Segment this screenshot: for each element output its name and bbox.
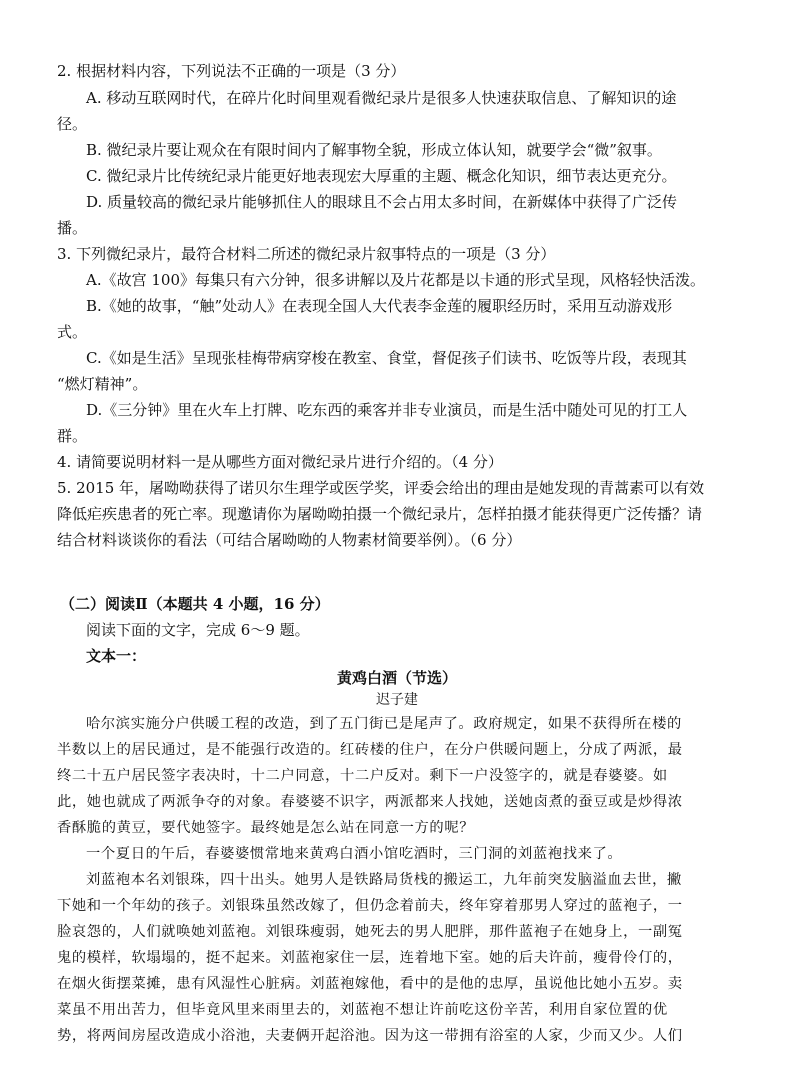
story-paragraph-line: 在烟火街摆菜摊，患有风湿性心脏病。刘蓝袍嫁他，看中的是他的忠厚，虽说他比她小五岁。卖 <box>57 976 683 992</box>
q2-option-a-line2: 径。 <box>57 115 88 133</box>
q3-option-a: A.《故宫 100》每集只有六分钟，很多讲解以及片花都是以卡通的形式呈现，风格轻快活泼。 <box>86 271 706 289</box>
story-paragraph-line: 鬼的模样，软塌塌的，挺不起来。刘蓝袍家住一层，连着地下室。她的后夫许前，瘦骨伶仃的， <box>57 950 683 966</box>
q3-option-c-line1: C.《如是生活》呈现张桂梅带病穿梭在教室、食堂，督促孩子们读书、吃饭等片段，表现其 <box>86 349 687 367</box>
q3-option-c-line2: “燃灯精神”。 <box>57 375 148 393</box>
story-paragraph-line: 刘蓝袍本名刘银珠，四十出头。她男人是铁路局货栈的搬运工，九年前突发脑溢血去世，撇 <box>86 872 682 888</box>
story-paragraph-line: 脸哀怨的，人们就唤她刘蓝袍。刘银珠瘦弱，她死去的男人肥胖，那件蓝袍子在她身上，一副冤 <box>57 924 683 940</box>
q2-option-c: C. 微纪录片比传统纪录片能更好地表现宏大厚重的主题、概念化知识，细节表达更充分。 <box>86 167 677 185</box>
story-author: 迟子建 <box>376 692 418 708</box>
q3-option-d-line1: D.《三分钟》里在火车上打牌、吃东西的乘客并非专业演员，而是生活中随处可见的打工人 <box>86 401 688 419</box>
q2-option-a-line1: A. 移动互联网时代，在碎片化时间里观看微纪录片是很多人快速获取信息、了解知识的途 <box>86 89 677 107</box>
q3-stem: 3. 下列微纪录片，最符合材料二所述的微纪录片叙事特点的一项是（3 分） <box>57 245 556 263</box>
story-paragraph-line: 下她和一个年幼的孩子。刘银珠虽然改嫁了，但仍念着前夫，终年穿着那男人穿过的蓝袍子，一 <box>57 898 683 914</box>
q3-option-b-line1: B.《她的故事，“触”处动人》在表现全国人大代表李金莲的履职经历时，采用互动游戏形 <box>86 297 673 315</box>
q4-stem: 4. 请简要说明材料一是从哪些方面对微纪录片进行介绍的。（4 分） <box>57 453 503 471</box>
story-paragraph-line: 势，将两间房屋改造成小浴池，夫妻俩开起浴池。因为这一带拥有浴室的人家，少而又少。人们 <box>57 1028 683 1044</box>
q2-option-d-line1: D. 质量较高的微纪录片能够抓住人的眼球且不会占用太多时间，在新媒体中获得了广泛传 <box>86 193 678 211</box>
q2-option-b: B. 微纪录片要让观众在有限时间内了解事物全貌，形成立体认知，就要学会“微”叙事。 <box>86 141 662 159</box>
story-paragraph-line: 香酥脆的黄豆，要代她签字。最终她是怎么站在同意一方的呢？ <box>57 820 475 836</box>
text-one-label: 文本一： <box>86 647 147 665</box>
q2-stem: 2. 根据材料内容，下列说法不正确的一项是（3 分） <box>57 62 406 80</box>
story-title: 黄鸡白酒（节选） <box>336 669 457 687</box>
story-paragraph-line: 终二十五户居民签字表决时，十二户同意，十二户反对。剩下一户没签字的，就是春婆婆。如 <box>57 768 668 784</box>
story-paragraph-line: 此，她也就成了两派争夺的对象。春婆婆不识字，两派都来人找她，送她卤煮的蚕豆或是炒得浓 <box>57 794 683 810</box>
section-instruction: 阅读下面的文字，完成 6～9 题。 <box>86 621 310 639</box>
q3-option-d-line2: 群。 <box>57 427 88 445</box>
story-paragraph-line: 菜虽不用出苦力，但毕竟风里来雨里去的，刘蓝袍不想让许前吃这份辛苦，利用自家位置的优 <box>57 1002 668 1018</box>
section-heading: （二）阅读Ⅱ（本题共 4 小题，16 分） <box>60 595 330 613</box>
q3-option-b-line2: 式。 <box>57 323 88 341</box>
q2-option-d-line2: 播。 <box>57 219 88 237</box>
story-paragraph-line: 哈尔滨实施分户供暖工程的改造，到了五门街已是尾声了。政府规定，如果不获得所在楼的 <box>86 716 682 732</box>
story-paragraph-line: 一个夏日的午后，春婆婆惯常地来黄鸡白酒小馆吃酒时，三门洞的刘蓝袍找来了。 <box>86 846 623 862</box>
story-paragraph-line: 半数以上的居民通过，是不能强行改造的。红砖楼的住户，在分户供暖问题上，分成了两派，最 <box>57 742 683 758</box>
q5-line1: 5. 2015 年，屠呦呦获得了诺贝尔生理学或医学奖，评委会给出的理由是她发现的青蒿素可以有效 <box>57 479 705 497</box>
q5-line3: 结合材料谈谈你的看法（可结合屠呦呦的人物素材简要举例）。（6 分） <box>57 531 522 549</box>
q5-line2: 降低疟疾患者的死亡率。现邀请你为屠呦呦拍摄一个微纪录片，怎样拍摄才能获得更广泛传播？请 <box>57 505 703 523</box>
